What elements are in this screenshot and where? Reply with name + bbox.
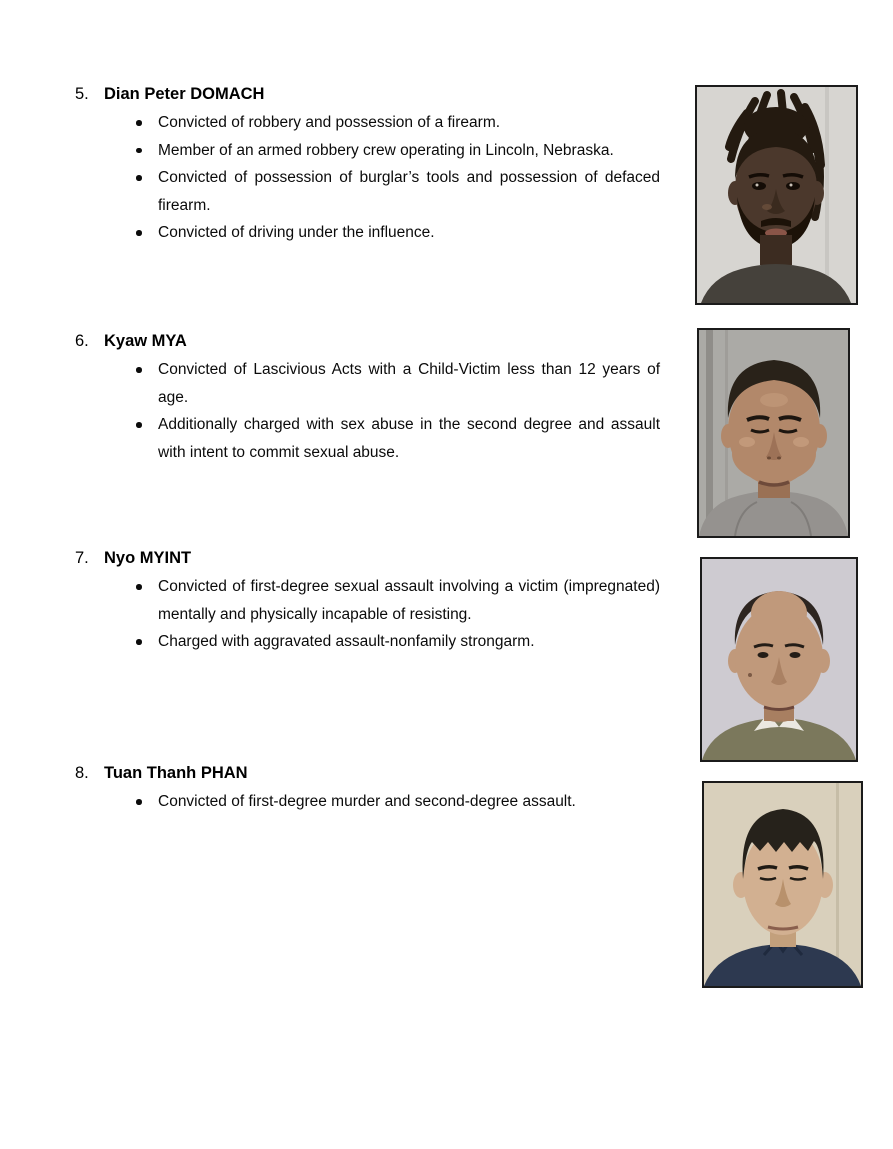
mugshot-illustration xyxy=(704,783,861,986)
entry-bullet-list xyxy=(75,788,700,816)
entry-name: Kyaw MYA xyxy=(104,332,187,350)
entry-number: 8. xyxy=(75,764,89,782)
cheek-mole xyxy=(748,673,752,677)
neck xyxy=(760,235,792,265)
entry-header xyxy=(75,763,700,783)
mugshot-photo-kyaw-mya xyxy=(697,328,850,538)
mugshot-illustration xyxy=(699,330,848,536)
forehead xyxy=(751,591,807,635)
entry-number: 6. xyxy=(75,332,89,350)
entry-dian-peter-domach xyxy=(75,84,700,247)
bullet-item: Convicted of possession of burglar’s tools and possession of defaced firearm. xyxy=(133,164,660,219)
bullet-item: Convicted of Lascivious Acts with a Child-Victim less than 12 years of age. xyxy=(133,356,660,411)
bullet-item: Convicted of robbery and possession of a firearm. xyxy=(133,109,660,137)
entry-kyaw-mya xyxy=(75,331,700,466)
entry-name: Nyo MYINT xyxy=(104,549,192,567)
entry-bullet-list xyxy=(75,356,700,466)
entry-number: 7. xyxy=(75,549,89,567)
entry-bullet-list xyxy=(75,109,700,247)
entry-tuan-thanh-phan xyxy=(75,763,700,816)
entry-name: Tuan Thanh PHAN xyxy=(104,764,248,782)
bullet-item: Convicted of first-degree sexual assault involving a victim (impregnated) mentally and physically incapable of resisting. xyxy=(133,573,660,628)
wall-seam xyxy=(836,783,839,986)
doorframe-stripe xyxy=(706,330,713,536)
mugshot-illustration xyxy=(697,87,856,303)
mugshot-photo-dian-peter-domach xyxy=(695,85,858,305)
nose-highlight xyxy=(762,204,772,210)
entry-header xyxy=(75,548,700,568)
mugshot-illustration xyxy=(702,559,856,760)
entry-nyo-myint xyxy=(75,548,700,656)
entry-header xyxy=(75,331,700,351)
bullet-item: Additionally charged with sex abuse in the second degree and assault with intent to commit sexual abuse. xyxy=(133,411,660,466)
entry-number: 5. xyxy=(75,85,89,103)
bullet-item: Convicted of first-degree murder and second-degree assault. xyxy=(133,788,660,816)
bullet-item: Charged with aggravated assault-nonfamily strongarm. xyxy=(133,628,660,656)
entry-name: Dian Peter DOMACH xyxy=(104,85,265,103)
entry-header xyxy=(75,84,700,104)
forehead-shine xyxy=(760,393,788,407)
wall-seam xyxy=(825,87,829,303)
bullet-item: Member of an armed robbery crew operating in Lincoln, Nebraska. xyxy=(133,137,660,165)
mugshot-photo-tuan-thanh-phan xyxy=(702,781,863,988)
bullet-item: Convicted of driving under the influence. xyxy=(133,219,660,247)
mugshot-photo-nyo-myint xyxy=(700,557,858,762)
entry-bullet-list xyxy=(75,573,700,656)
